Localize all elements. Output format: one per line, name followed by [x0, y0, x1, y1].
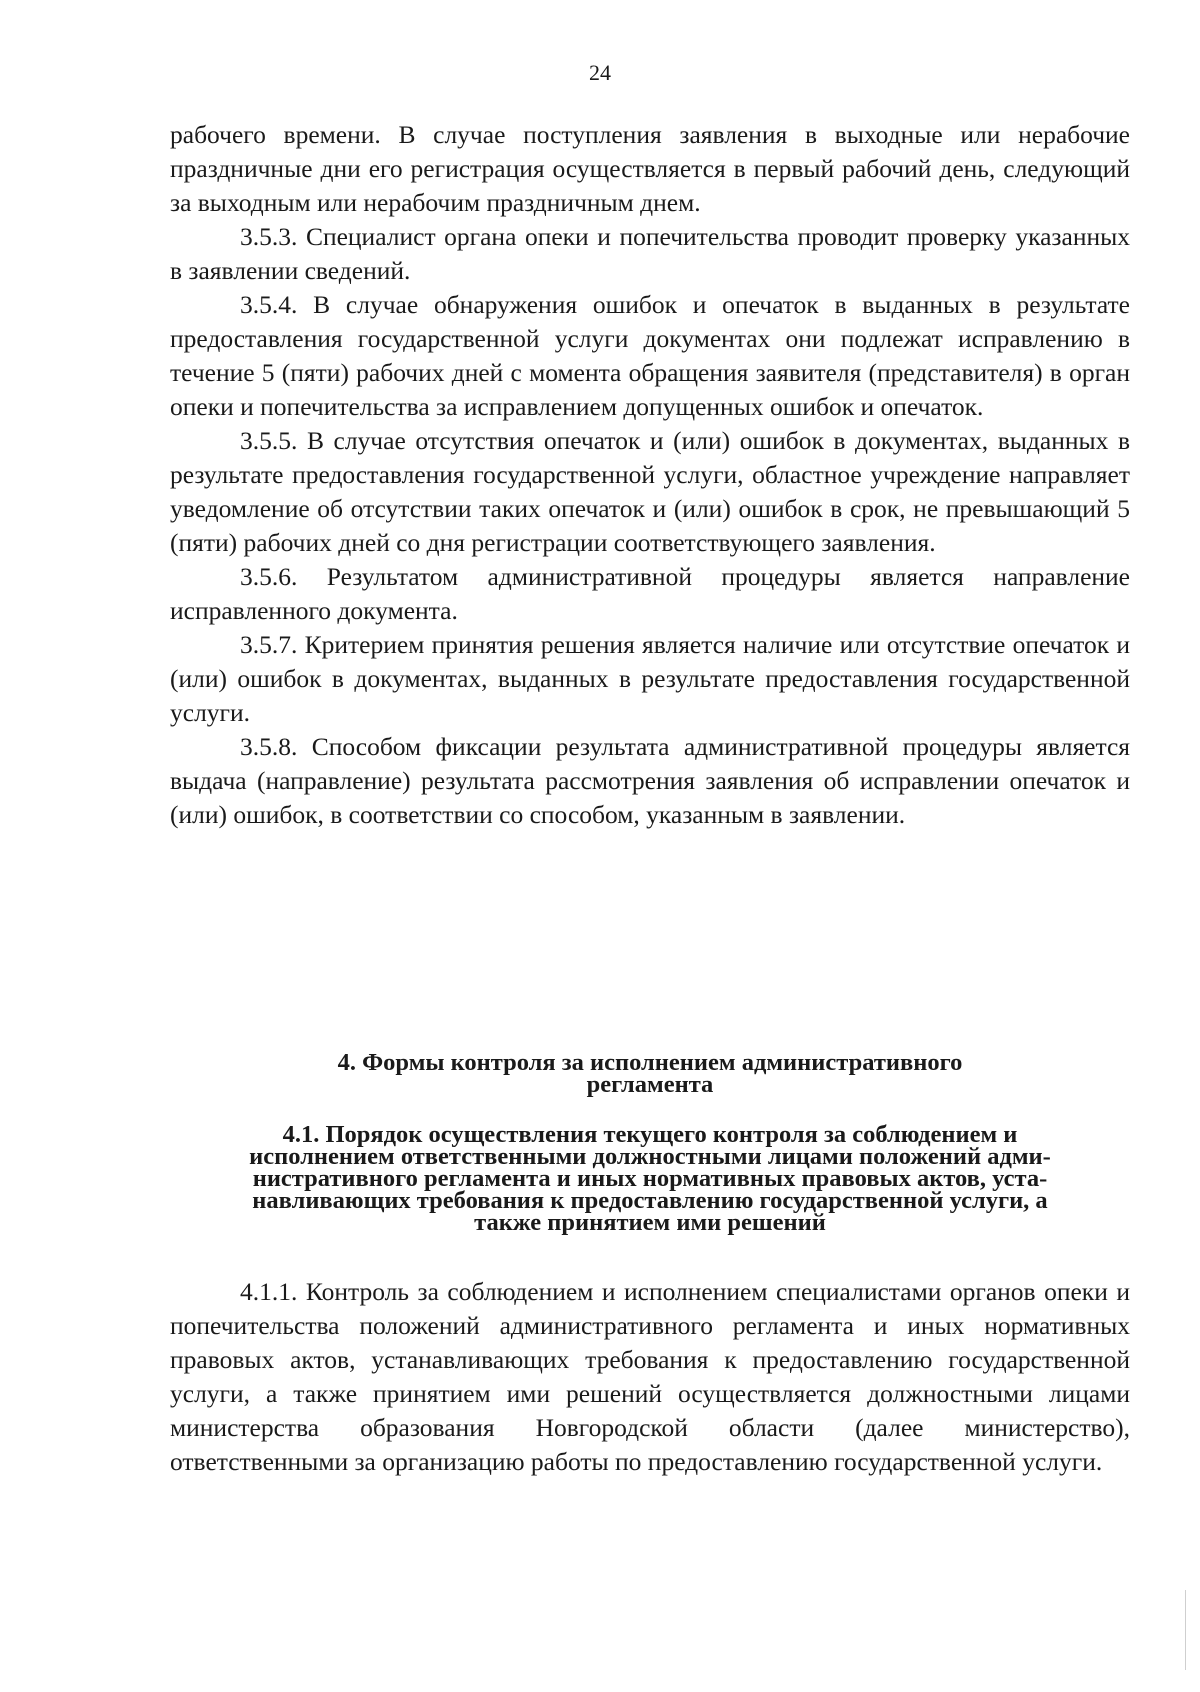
- subsection-heading-4-1: [170, 1121, 1130, 1236]
- subsection-heading-line: исполнением ответственными должностными лицами положений адми-: [249, 1143, 1051, 1170]
- paragraph-3-5-5: 3.5.5. В случае отсутствия опечаток и (или) ошибок в документах, выданных в результате предоставления государственной услуги, областное учреждение направляет уведомление об отсутствии таких опечаток и (или) ошибок в срок, не превышающий 5 (пяти) рабочих дней со дня регистрации соответствующего заявления.: [170, 426, 1130, 557]
- paragraph-3-5-7: 3.5.7. Критерием принятия решения является наличие или отсутствие опечаток и (или) ошибок в документах, выданных в результате предоставления государственной услуги.: [170, 630, 1130, 727]
- paragraph-3-5-6: 3.5.6. Результатом административной процедуры является направление исправленного документа.: [170, 562, 1130, 625]
- body-text-section-4-1: [170, 1275, 1130, 1479]
- subsection-heading-line: 4.1. Порядок осуществления текущего контроля за соблюдением и: [282, 1121, 1018, 1148]
- subsection-heading-line: также принятием ими решений: [474, 1209, 826, 1236]
- page-number: 24: [589, 60, 611, 85]
- section-heading-4: [170, 1049, 1130, 1098]
- paragraph-continuation: рабочего времени. В случае поступления заявления в выходные или нерабочие праздничные дни его регистрация осуществляется в первый рабочий день, следующий за выходным или нерабочим праздничным днем.: [170, 120, 1130, 217]
- paragraph-3-5-4: 3.5.4. В случае обнаружения ошибок и опечаток в выданных в результате предоставления государственной услуги документах они подлежат исправлению в течение 5 (пяти) рабочих дней с момента обращения заявителя (представителя) в орган опеки и попечительства за исправлением допущенных ошибок и опечаток.: [170, 290, 1130, 421]
- paragraph-4-1-1: 4.1.1. Контроль за соблюдением и исполнением специалистами органов опеки и попечительства положений административного регламента и иных нормативных правовых актов, устанавливающих требования к предоставлению государственной услуги, а также принятием ими решений осуществляется должностными лицами министерства образования Новгородской области (далее министерство), ответственными за организацию работы по предоставлению государственной услуги.: [170, 1277, 1130, 1476]
- subsection-heading-line: навливающих требования к предоставлению государственной услуги, а: [252, 1187, 1048, 1214]
- section-heading-line: 4. Формы контроля за исполнением административного: [337, 1049, 963, 1076]
- subsection-heading-line: нистративного регламента и иных нормативных правовых актов, уста-: [252, 1165, 1048, 1192]
- paragraph-3-5-3: 3.5.3. Специалист органа опеки и попечительства проводит проверку указанных в заявлении сведений.: [170, 222, 1130, 285]
- paragraph-3-5-8: 3.5.8. Способом фиксации результата административной процедуры является выдача (направление) результата рассмотрения заявления об исправлении опечаток и (или) ошибок, в соответствии со способом, указанным в заявлении.: [170, 732, 1130, 829]
- body-text-section-3-5: [170, 118, 1130, 832]
- scan-artifact-line: [1185, 1590, 1186, 1670]
- section-heading-line: регламента: [586, 1071, 714, 1098]
